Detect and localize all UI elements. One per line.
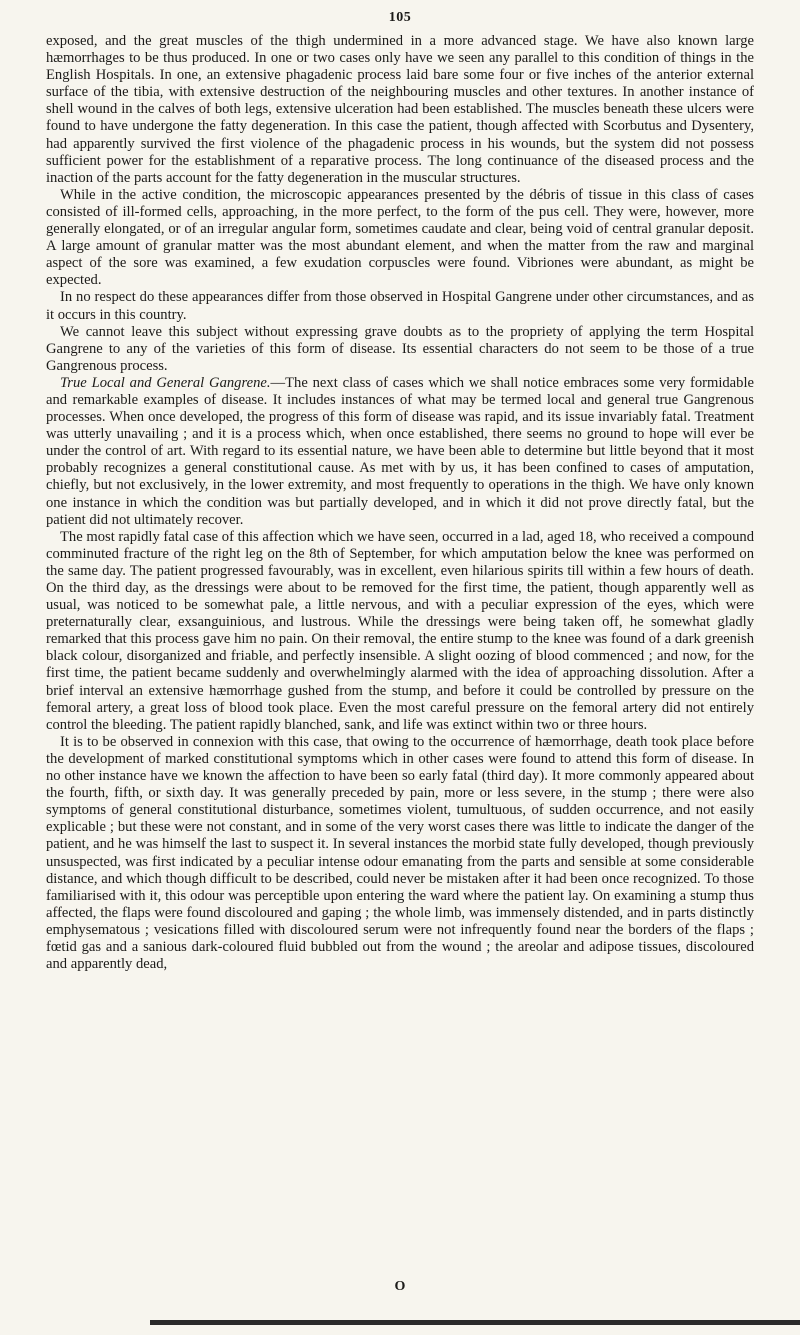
paragraph-text: —The next class of cases which we shall notice embraces some very formidable and remarkable examples of disease. It includes instances of what may be termed local and general true Gangrenous processes. When once developed, the progress of this form of disease was rapid, and its issue invariably fatal. Treatment was utterly unavailing ; and it is a process which, when once established, there seems no ground to hope will ever be under the control of art. With regard to its essential nature, we have been able to determine but little beyond that it most probably recognizes a general constitutional cause. As met with by us, it has been confined to cases of amputation, chiefly, but not exclusively, in the lower extremity, and most frequently to operations in the thigh. We have only known one instance in which the condition was but partially developed, and in which it did not prove directly fatal, but the patient did not ultimately recover. <box>46 374 754 528</box>
section-heading: True Local and General Gangrene. <box>60 374 271 391</box>
paragraph <box>46 289 754 323</box>
paragraph <box>46 33 754 187</box>
bottom-rule <box>150 1320 800 1325</box>
paragraph-text: While in the active condition, the microscopic appearances presented by the débris of tissue in this class of cases consisted of ill-formed cells, approaching, in the more perfect, to the form of the pus cell. They were, however, more generally elongated, or of an irregular angular form, sometimes caudate and clear, being void of central granular deposit. A large amount of granular matter was the most abundant element, and when the matter from the raw and marginal aspect of the sore was examined, a few exudation corpuscles were found. Vibriones were abundant, as might be expected. <box>46 186 754 289</box>
paragraph-text: It is to be observed in connexion with this case, that owing to the occurrence of hæmorrhage, death took place before the development of marked constitutional symptoms which in other cases were found to attend this form of disease. In no other instance have we known the affection to have been so early fatal (third day). It more commonly appeared about the fourth, fifth, or sixth day. It was generally preceded by pain, more or less severe, in the stump ; there were also symptoms of general constitutional disturbance, sometimes violent, tumultuous, of sudden occurrence, and not easily explicable ; but these were not constant, and in some of the very worst cases there was little to indicate the danger of the patient, and he was himself the last to suspect it. In several instances the morbid state fully developed, though previously unsuspected, was first indicated by a peculiar intense odour emanating from the parts and sensible at some considerable distance, and which though difficult to be described, could never be mistaken after it had been once recognized. To those familiarised with it, this odour was perceptible upon entering the ward where the patient lay. On examining a stump thus affected, the flaps were found discoloured and gaping ; the whole limb, was immensely distended, and in parts distinctly emphysematous ; vesications filled with discoloured serum were not infrequently found near the borders of the flaps ; fœtid gas and a sanious dark-coloured fluid bubbled out from the wound ; the areolar and adipose tissues, discoloured and apparently dead, <box>46 733 754 973</box>
paragraph <box>46 375 754 529</box>
paragraph-text: The most rapidly fatal case of this affection which we have seen, occurred in a lad, aged 18, who received a compound comminuted fracture of the right leg on the 8th of September, for which amputation below the knee was performed on the same day. The patient progressed favourably, was in excellent, even hilarious spirits till within a few hours of death. On the third day, as the dressings were about to be removed for the first time, the patient, though apparently well as usual, was noticed to be somewhat pale, a little nervous, and with a peculiar expression of the eyes, which were preternaturally clear, exsanguinious, and lustrous. While the dressings were being taken off, he somewhat gladly remarked that this process gave him no pain. On their removal, the entire stump to the knee was found of a dark greenish black colour, disorganized and friable, and perfectly insensible. A slight oozing of blood commenced ; and now, for the first time, the patient became suddenly and overwhelmingly alarmed with the idea of approaching dissolution. After a brief interval an extensive hæmorrhage gushed from the stump, and before it could be controlled by pressure on the femoral artery, a great loss of blood took place. Even the most careful pressure on the femoral artery did not entirely control the bleeding. The patient rapidly blanched, sank, and life was extinct within two or three hours. <box>46 528 754 733</box>
paragraph <box>46 734 754 973</box>
paragraph <box>46 324 754 375</box>
paragraph-text: exposed, and the great muscles of the thigh undermined in a more advanced stage. We have also known large hæmorrhages to be thus produced. In one or two cases only have we seen any parallel to this condition of things in the English Hospitals. In one, an extensive phagadenic process laid bare some four or five inches of the anterior external surface of the tibia, with extensive destruction of the neighbouring muscles and other textures. In another instance of shell wound in the calves of both legs, extensive ulceration had been established. The muscles beneath these ulcers were found to have undergone the fatty degeneration. In this case the patient, though affected with Scorbutus and Dysentery, had apparently survived the first violence of the phagadenic process in his wounds, but the system did not possess sufficient power for the establishment of a reparative process. The long continuance of the diseased process and the inaction of the parts account for the fatty degeneration in the muscular structures. <box>46 33 754 186</box>
body-text <box>46 33 754 973</box>
paragraph-text: In no respect do these appearances differ from those observed in Hospital Gangrene under other circumstances, and as it occurs in this country. <box>46 289 754 323</box>
page-number: 105 <box>388 10 412 25</box>
signature-mark: O <box>394 1279 406 1294</box>
paragraph <box>46 529 754 734</box>
paragraph-text: We cannot leave this subject without expressing grave doubts as to the propriety of applying the term Hospital Gangrene to any of the varieties of this form of disease. Its essential characters do not seem to be those of a true Gangrenous process. <box>46 323 754 374</box>
paragraph <box>46 187 754 290</box>
